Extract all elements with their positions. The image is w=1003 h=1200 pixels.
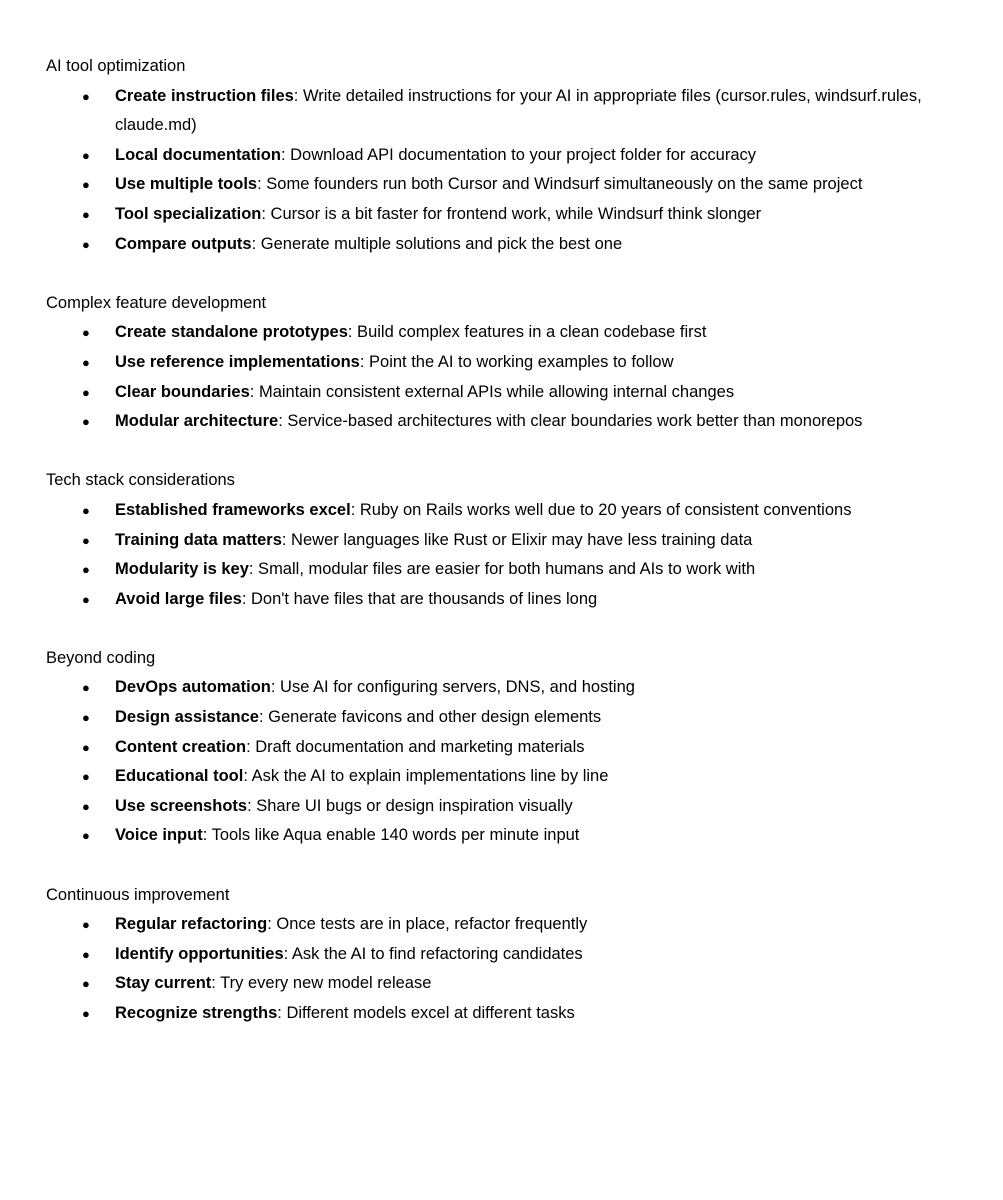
section [46,881,941,1029]
bullet-item [82,585,938,615]
bullet-desc: : Maintain consistent external APIs while allowing internal changes [249,382,735,401]
bullet-item [82,792,938,822]
bullet-term: Use multiple tools [115,175,258,194]
bullet-item [82,170,938,200]
bullet-item [82,733,938,763]
bullet-desc: : Tools like Aqua enable 140 words per minute input [202,826,580,845]
bullet-list [46,496,941,614]
bullet-icon: ● [82,680,90,696]
bullet-item [82,318,938,348]
bullet-item [82,703,938,733]
bullet-item [82,910,938,940]
bullet-item [82,673,938,703]
bullet-icon: ● [82,502,90,518]
bullet-desc: : Try every new model release [211,974,432,993]
section-heading: Complex feature development [46,293,267,312]
bullet-term: Tool specialization [115,204,262,223]
bullet-icon: ● [82,917,90,933]
bullet-item [82,555,938,585]
bullet-term: DevOps automation [115,678,271,697]
section [46,289,941,437]
bullet-icon: ● [82,236,90,252]
bullet-term: Stay current [115,974,212,993]
bullet-desc: : Draft documentation and marketing materials [246,737,585,756]
bullet-desc: : Ask the AI to find refactoring candidates [283,944,583,963]
bullet-term: Use screenshots [115,796,248,815]
bullet-item [82,348,938,378]
bullet-desc: : Generate multiple solutions and pick the best one [251,234,623,253]
bullet-term: Clear boundaries [115,382,250,401]
bullet-icon: ● [82,532,90,548]
bullet-icon: ● [82,206,90,222]
bullet-desc: : Download API documentation to your project folder for accuracy [280,145,757,164]
section-heading: AI tool optimization [46,57,186,75]
bullet-term: Local documentation [115,145,281,164]
bullet-icon: ● [82,769,90,785]
bullet-icon: ● [82,354,90,370]
bullet-icon: ● [82,325,90,341]
bullet-icon: ● [82,384,90,400]
bullet-icon: ● [82,88,90,104]
bullet-icon: ● [82,798,90,814]
bullet-term: Content creation [115,737,247,756]
section-heading: Tech stack considerations [46,471,235,490]
bullet-item [82,200,938,230]
bullet-item [82,141,938,171]
bullet-item [82,762,938,792]
bullet-desc: : Share UI bugs or design inspiration visually [247,796,573,815]
bullet-term: Identify opportunities [115,944,284,963]
bullet-term: Design assistance [115,708,259,727]
bullet-item [82,407,938,437]
section [46,52,941,259]
bullet-desc: : Generate favicons and other design elements [259,708,602,727]
bullet-icon: ● [82,562,90,578]
section-heading: Beyond coding [46,648,156,667]
bullet-icon: ● [82,414,90,430]
bullet-term: Modular architecture [115,412,279,431]
bullet-term: Educational tool [115,767,244,786]
bullet-desc: : Don't have files that are thousands of lines long [241,589,598,608]
bullet-desc: : Cursor is a bit faster for frontend work, while Windsurf think slonger [261,204,762,223]
bullet-icon: ● [82,591,90,607]
section [46,466,941,614]
bullet-item [82,969,938,999]
bullet-list [46,673,941,851]
bullet-term: Create standalone prototypes [115,323,348,342]
bullet-term: Regular refactoring [115,915,268,934]
bullet-icon: ● [82,976,90,992]
bullet-icon: ● [82,828,90,844]
bullet-icon: ● [82,1006,90,1021]
section [46,644,941,851]
bullet-term: Modularity is key [115,560,249,579]
bullet-term: Use reference implementations [115,352,360,371]
bullet-desc: : Different models excel at different tasks [277,1004,575,1022]
bullet-desc: : Once tests are in place, refactor frequently [267,915,588,934]
bullet-icon: ● [82,710,90,726]
bullet-list [46,318,941,436]
bullet-item [82,999,938,1029]
bullet-list [46,82,941,260]
bullet-item [82,82,938,141]
bullet-list [46,910,941,1028]
bullet-desc: : Build complex features in a clean codebase first [347,323,707,342]
bullet-item [82,940,938,970]
bullet-term: Established frameworks excel [115,500,351,519]
bullet-desc: : Some founders run both Cursor and Windsurf simultaneously on the same project [257,175,863,194]
bullet-term: Voice input [115,826,203,845]
bullet-icon: ● [82,739,90,755]
bullet-item [82,526,938,556]
bullet-term: Training data matters [115,530,282,549]
section-heading: Continuous improvement [46,885,230,904]
bullet-term: Compare outputs [115,234,252,253]
bullet-item [82,496,938,526]
bullet-term: Create instruction files [115,86,294,105]
bullet-desc: : Small, modular files are easier for both humans and AIs to work with [248,560,756,579]
bullet-desc: : Ruby on Rails works well due to 20 years of consistent conventions [350,500,852,519]
bullet-term: Avoid large files [115,589,242,608]
bullet-item [82,821,938,851]
bullet-term: Recognize strengths [115,1004,278,1022]
bullet-icon: ● [82,147,90,163]
bullet-desc: : Newer languages like Rust or Elixir may have less training data [281,530,753,549]
bullet-icon: ● [82,177,90,193]
bullet-desc: : Ask the AI to explain implementations line by line [243,767,609,786]
bullet-desc: : Use AI for configuring servers, DNS, and hosting [270,678,635,697]
bullet-desc: : Write detailed instructions for your AI in appropriate files (cursor.rules, windsurf.rules, claude.md) [115,86,922,135]
bullet-desc: : Point the AI to working examples to follow [359,352,674,371]
bullet-item [82,230,938,260]
bullet-item [82,378,938,408]
bullet-desc: : Service-based architectures with clear boundaries work better than monorepos [278,412,863,431]
bullet-icon: ● [82,946,90,962]
